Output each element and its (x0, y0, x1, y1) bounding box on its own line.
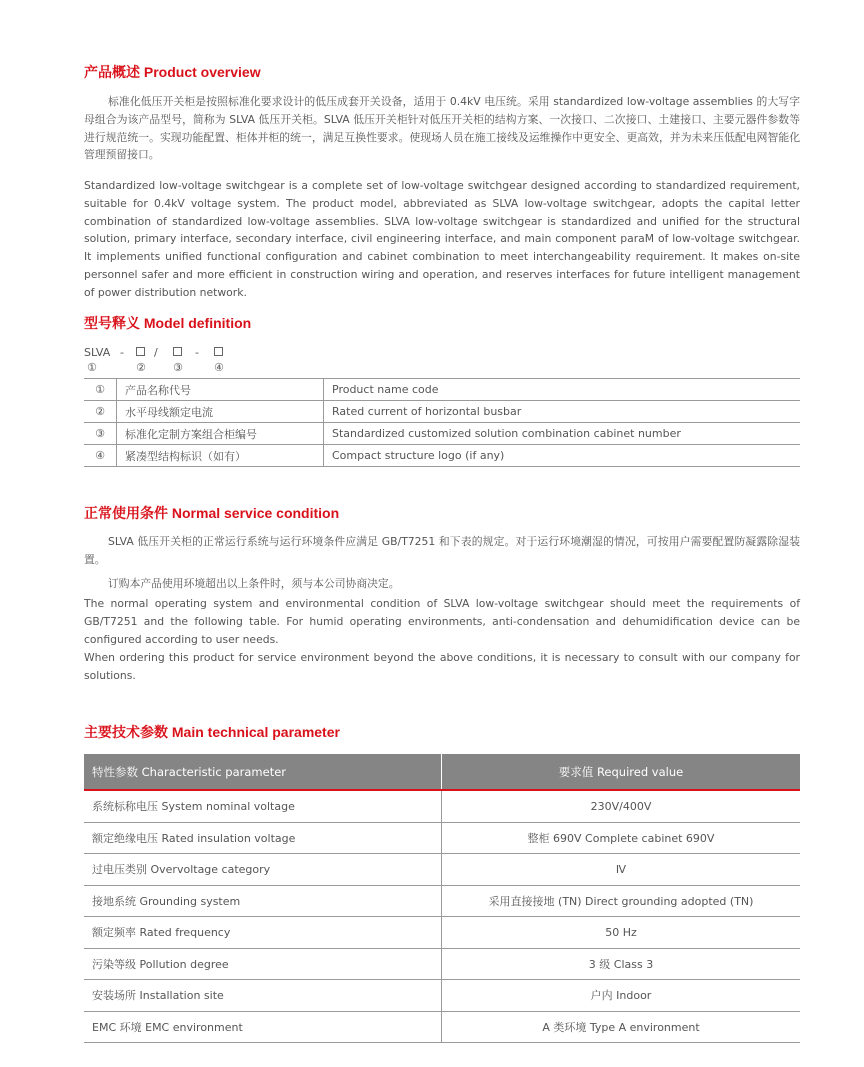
value-cell: 户内 Indoor (442, 980, 801, 1012)
parameter-cell: 接地系统 Grounding system (84, 885, 442, 917)
row-number: ③ (84, 423, 117, 445)
table-row (84, 401, 800, 423)
row-cn: 水平母线额定电流 (117, 401, 324, 423)
model-code-separator: - (120, 346, 124, 359)
column-header-parameter: 特性参数 Characteristic parameter (84, 754, 442, 790)
row-cn: 紧凑型结构标识（如有） (117, 445, 324, 467)
row-en: Compact structure logo (if any) (324, 445, 801, 467)
table-row (84, 1011, 800, 1043)
model-code-prefix: SLVA (84, 346, 111, 359)
table-row (84, 885, 800, 917)
service-heading: 正常使用条件 Normal service condition (84, 505, 340, 521)
column-header-value: 要求值 Required value (442, 754, 801, 790)
row-number: ② (84, 401, 117, 423)
model-code-marker-3: ③ (173, 361, 183, 374)
row-cn: 产品名称代号 (117, 379, 324, 401)
row-cn: 标准化定制方案组合柜编号 (117, 423, 324, 445)
service-paragraph-en-2: When ordering this product for service environment beyond the above conditions, it is necessary to consult with our company for solutions. (84, 651, 800, 682)
value-cell: 50 Hz (442, 917, 801, 949)
overview-paragraph-en: Standardized low-voltage switchgear is a complete set of low-voltage switchgear designed according to standardized requirement, suitable for 0.4kV voltage system. The product model, abbreviated as SLVA low-voltage switchgear, adopts the capital letter combination of standardized low-voltage assemblies. SLVA low-voltage switchgear is standardized and unified for the structural solution, primary interface, secondary interface, civil engineering interface, and main component paraM of low-voltage switchgear. It implements unified functional configuration and cabinet combination to meet interchangeability requirement. It makes on-site personnel safer and more efficient in construction wiring and operation, and reserves interfaces for future intelligent management of power distribution network. (84, 179, 800, 299)
table-row (84, 423, 800, 445)
model-heading: 型号释义 Model definition (84, 315, 252, 331)
row-en: Rated current of horizontal busbar (324, 401, 801, 423)
table-header-row (84, 754, 800, 790)
parameter-cell: 额定频率 Rated frequency (84, 917, 442, 949)
table-row (84, 790, 800, 822)
row-en: Product name code (324, 379, 801, 401)
technical-parameter-table (84, 754, 800, 1043)
technical-heading: 主要技术参数 Main technical parameter (84, 724, 340, 740)
model-code-separator: - (195, 346, 199, 359)
model-code-marker-1: ① (87, 361, 97, 374)
parameter-cell: 额定绝缘电压 Rated insulation voltage (84, 822, 442, 854)
table-row (84, 980, 800, 1012)
parameter-cell: 污染等级 Pollution degree (84, 948, 442, 980)
value-cell: 整柜 690V Complete cabinet 690V (442, 822, 801, 854)
value-cell: A 类环境 Type A environment (442, 1011, 801, 1043)
parameter-cell: 安装场所 Installation site (84, 980, 442, 1012)
row-number: ① (84, 379, 117, 401)
parameter-cell: 系统标称电压 System nominal voltage (84, 790, 442, 822)
value-cell: Ⅳ (442, 854, 801, 886)
service-paragraph-en-1: The normal operating system and environmental condition of SLVA low-voltage switchgear should meet the requirements of GB/T7251 and the following table. For humid operating environments, anti-condensation and dehumidification device can be configured according to user needs. (84, 597, 800, 646)
service-paragraph-cn-2: 订购本产品使用环境超出以上条件时，须与本公司协商决定。 (108, 577, 400, 590)
table-row (84, 917, 800, 949)
value-cell: 3 级 Class 3 (442, 948, 801, 980)
value-cell: 采用直接接地 (TN) Direct grounding adopted (TN) (442, 885, 801, 917)
service-paragraph-cn-1: SLVA 低压开关柜的正常运行系统与运行环境条件应满足 GB/T7251 和下表的规定。对于运行环境潮湿的情况，可按用户需要配置防凝露除湿装置。 (84, 535, 800, 566)
table-row (84, 822, 800, 854)
parameter-cell: 过电压类别 Overvoltage category (84, 854, 442, 886)
parameter-cell: EMC 环境 EMC environment (84, 1011, 442, 1043)
row-number: ④ (84, 445, 117, 467)
value-cell: 230V/400V (442, 790, 801, 822)
model-code-separator: / (154, 346, 158, 359)
table-row (84, 379, 800, 401)
table-row (84, 445, 800, 467)
table-row (84, 854, 800, 886)
row-en: Standardized customized solution combination cabinet number (324, 423, 801, 445)
overview-paragraph-cn: 标准化低压开关柜是按照标准化要求设计的低压成套开关设备，适用于 0.4kV 电压统。采用 standardized low-voltage assemblies 的大写字母组合为该产品型号，简称为 SLVA 低压开关柜。SLVA 低压开关柜针对低压开关柜的结构方案、一次接口、二次接口、土建接口、主要元器件参数等进行规范统一。实现功能配置、柜体并柜的统一，满足互换性要求。使现场人员在施工接线及运维操作中更安全、更高效，并为未来压低配电网智能化管理预留接口。 (84, 95, 800, 162)
overview-heading: 产品概述 Product overview (84, 64, 261, 80)
model-code-marker-2: ② (136, 361, 146, 374)
model-code-marker-4: ④ (214, 361, 224, 374)
table-row (84, 948, 800, 980)
model-definition-table (84, 378, 800, 467)
